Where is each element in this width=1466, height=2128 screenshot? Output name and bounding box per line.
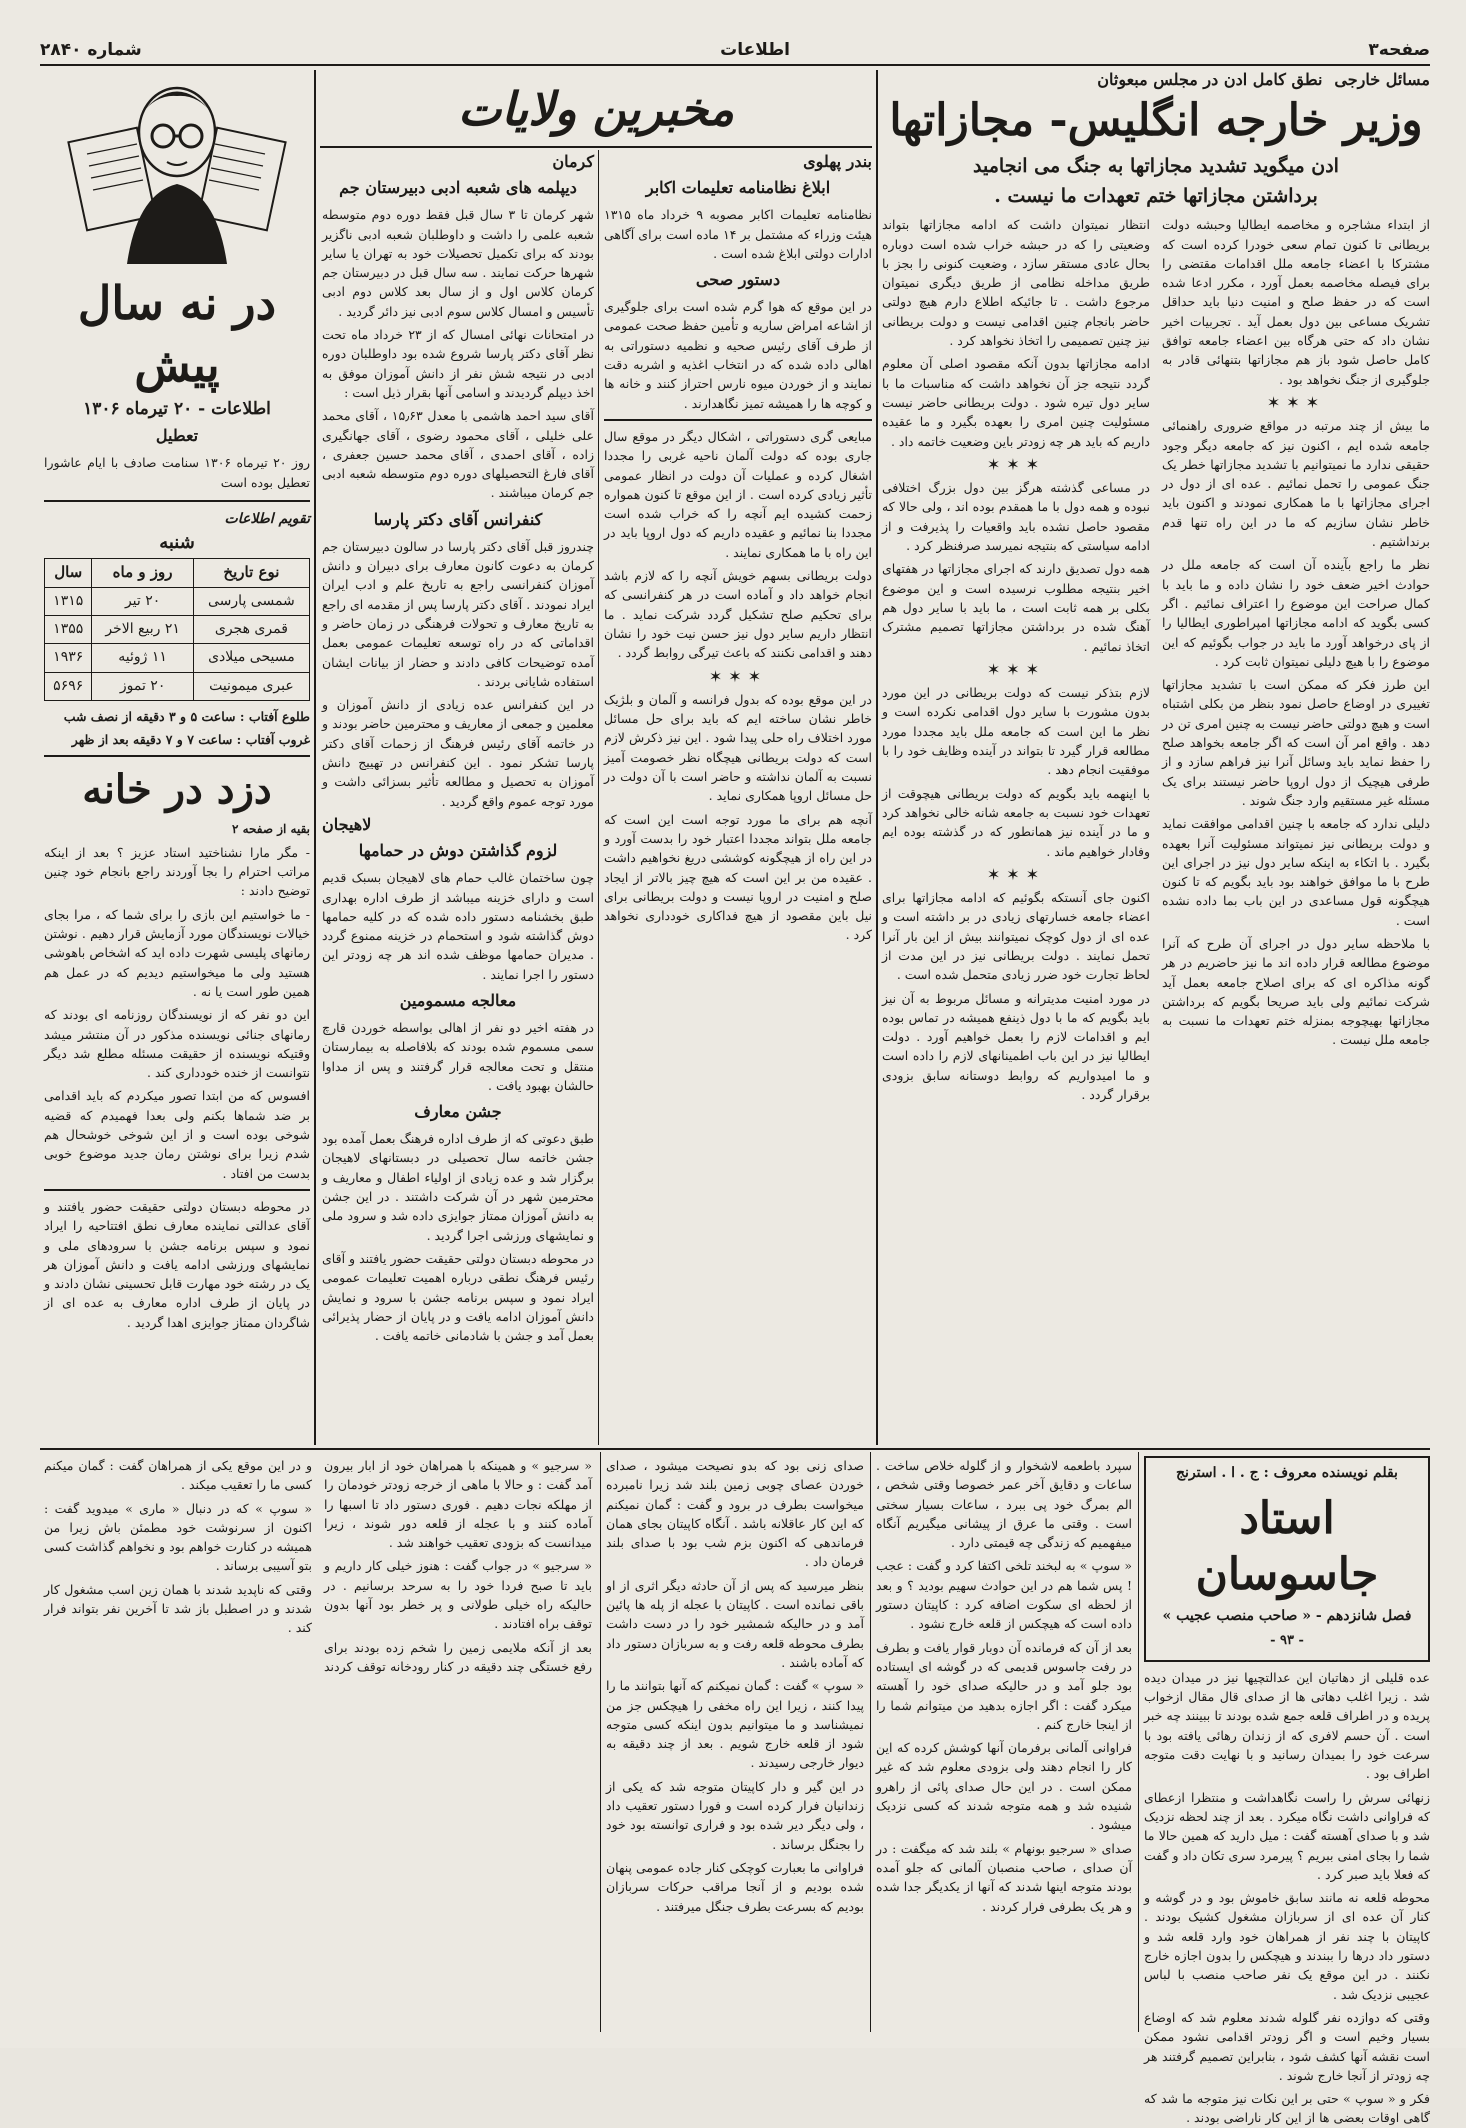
table-cell: ۱۱ ژوئیه: [92, 644, 193, 672]
paragraph: محوطه قلعه نه مانند سابق خاموش بود و در گوشه و کنار آن عده ای از سربازان مشغول کشیک بودند . کاپیتان با چند نفر از همراهان خود وارد قلعه شد و دستور داد درها را ببندند و هیچکس را بدون اجازه خارج نکنند . در این موقع یک نفر صاحب منصب با لباس عجیبی نزدیک شد .: [1144, 1890, 1430, 2002]
news-headline: دیپلمه های شعبه ادبی دبیرستان جم: [339, 178, 577, 198]
column-divider-2: [598, 150, 599, 1445]
calendar-table: [44, 558, 310, 700]
section-kicker: مسائل خارجی: [1334, 70, 1430, 89]
paragraph: شهر کرمان تا ۳ سال قبل فقط دوره دوم متوسطه شعبه علمی را داشت و داوطلبان شعبه ادبی ناگزیر بودند که برای تکمیل تحصیلات خود به تهران یا سایر شهرها حرکت نمایند . سه سال قبل در دبیرستان جم کرمان کلاس اول و از سال بعد کلاس دوم ادبی تأسیس و امسال کلاس سوم ادبی نیز دائر گردید .: [322, 207, 595, 319]
left-column: [44, 70, 310, 1442]
serial-title: استاد جاسوسان: [1195, 1493, 1379, 1601]
holiday-head: تعطیل: [155, 426, 199, 446]
paragraph: با اینهمه باید بگویم که دولت بریطانی هیچوقت از تعهدات خود نسبت به جامعه شانه خالی نخواهد کرد و ما در آینده نیز همانطور که در گذشته بوده ایم وفادار خواهیم ماند .: [882, 785, 1150, 859]
paragraph: نظر ما راجع بآینده آن است که جامعه ملل در حوادث اخیر ضعف خود را نشان داده و ما باید با کمال صراحت این موضوع را اعتراف نمائیم . اگر کسی بگوید که ادامه مجازاتها امپراطوری ایطالیا را از پای درخواهد آورد ما باید در جواب بگوئیم که این موضوع را با هیچ دلیلی نمیتوان ثابت کرد .: [1162, 557, 1430, 669]
top-title: نطق کامل ادن در مجلس مبعوثان: [1097, 70, 1323, 89]
news-headline: جشن معارف: [414, 1102, 502, 1122]
city-name: کرمان: [552, 152, 594, 171]
city-name: بندر پهلوی: [803, 152, 872, 171]
issue-number: شماره ۲۸۴۰: [40, 40, 142, 60]
paragraph: فراوانی آلمانی برفرمان آنها کوشش کرده که این کار را انجام دهند ولی بزودی معلوم شد که غیر ممکن است . در این حال صدای پائی از راهرو شنیده شد و همه متوجه شدند که کسی نزدیک میشود .: [876, 1740, 1132, 1833]
paragraph: همه دول تصدیق دارند که اجرای مجازاتها در هفتهای اخیر بنتیجه مطلوب نرسیده است و این موضوع بکلی بر همه ثابت است ، ما باید با سایر دول هم آهنگ شده در برداشتن مجازاتها تصمیم مشترک اتخاذ نمائیم .: [882, 561, 1150, 654]
day-name: شنبه: [159, 532, 195, 554]
paragraph: زنهائی سرش را راست نگاهداشت و منتظرا ازعطای که فراوانی داشت نگاه میکرد . بعد از چند لحظه نزدیک شد و با صدای آهسته گفت : میل دارید که همین حالا ما شما را بجای امنی ببریم ؟ پیرمرد سری تکان داد و گفت که فعلا باید صبر کرد .: [1144, 1789, 1430, 1882]
paragraph: چندروز قبل آقای دکتر پارسا در سالون دبیرستان جم کرمان به دعوت کانون معارف برای دبیران و دانش آموزان کنفرانسی راجع به تاریخ علم و ادب ایران ایراد نمودند . آقای دکتر پارسا پس از مقدمه ای راجع به تاریخ معارف و تحولات فرهنگی در زمان حاضر و اقداماتی که در راه توسعه تعلیمات عمومی بعمل آمده توضیحات کافی دادند و حضار از بیانات ایشان استفاده شایانی بردند .: [322, 538, 594, 689]
divider: [44, 500, 310, 502]
separator-stars: ✶✶✶: [708, 666, 768, 686]
paragraph: بنظر میرسید که پس از آن حادثه دیگر اثری از او باقی نمانده است . کاپیتان با عجله از پله ها پائین آمد و در حالیکه شمشیر خود را در دست داشت بطرف محوطه قلعه رفت و به سربازان دستور داد که آماده باشند .: [606, 1577, 864, 1670]
paragraph: وقتی که دوازده نفر گلوله شدند معلوم شد که اوضاع بسیار وخیم است و اگر زودتر اقدامی نشود ممکن است نقشه آنها کشف شود ، بنابراین تصمیم گرفتند هر چه زودتر از آنجا خارج شوند .: [1144, 2009, 1430, 2083]
section-rule: [40, 1448, 1430, 1450]
sunrise-time: طلوع آفتاب : ساعت ۵ و ۳ دقیقه از نصف شب: [63, 708, 310, 724]
paragraph: در این موقع بوده که بدول فرانسه و آلمان و بلژیک خاطر نشان ساخته ایم که باید برای حل مسائل مورد اختلاف راه حلی پیدا شود . این نیز ذکرش لازم است که دولت بریطانی هیچگاه نظر خصومت آمیز نسبت به آلمان نداشته و حاضر است با آن دولت در حل مسائل اروپا همکاری نماید .: [604, 691, 872, 804]
paragraph: بعد از آن که فرمانده آن دوبار قوار یافت و بطرف در رفت جاسوس قدیمی که در گوشه ای ایستاده بود جلو آمد و در حالیکه صدای خود را آهسته میکرد گفت : اگر اجازه بدهید من میتوانم شما را از اینجا خارج کنم .: [876, 1639, 1132, 1732]
paragraph: این طرز فکر که ممکن است با تشدید مجازاتها تغییری در اوضاع حاصل نمود بنظر من بکلی اشتباه است و هیچ دولتی حاضر نیست به چنین امری تن در دهد . واقع امر آن است که اگر جامعه بخواهد صلح را حفظ نماید باید وسائل آنرا نیز فراهم سازد و از طرفی هیچیک از دول اروپا حاضر نیستند برای یک مسئله غیر مستقیم وارد جنگ شوند .: [1162, 677, 1430, 808]
paragraph: دلیلی ندارد که جامعه با چنین اقدامی موافقت نماید و دولت بریطانی نیز نمیتواند مسئولیت آنرا بعهده بگیرد . با اتکاء به اینکه سایر دول نیز در اجرای این طرح با ما موافق خواهند بود باید بگویم که تا کنون هیچگونه قول مساعدی در این باب بما داده نشده است .: [1162, 816, 1430, 928]
paragraph: صدای « سرجیو بونهام » بلند شد که میگفت : در آن صدای ، صاحب منصبان آلمانی که جلو آمده بودند متوجه اینها شدند که آنها از یکدیگر جدا شده و هر یک بطرفی فرار کردند .: [876, 1840, 1132, 1914]
divider: [44, 1189, 310, 1191]
paragraph: « سوپ » گفت : گمان نمیکنم که آنها بتوانند ما را پیدا کنند ، زیرا این راه مخفی را هیچکس جز من نمیشناسد و ما میتوانیم بدون اینکه کسی متوجه شود از قلعه خارج شویم . بعد از چند دقیقه به دیوار خارجی رسیدند .: [606, 1678, 864, 1771]
reading-man-illustration: [67, 74, 287, 264]
article-column-left: [882, 215, 1150, 1108]
divider: [604, 419, 872, 421]
paragraph: « سوپ » به لبخند تلخی اکتفا کرد و گفت : عجب ! پس شما هم در این حوادث سهیم بودید ؟ و بعد از لحظه ای سکوت اضافه کرد : کاپیتان دستور داده است که هیچکس از قلعه خارج نشود .: [876, 1558, 1132, 1632]
separator-stars: ✶✶✶: [986, 864, 1046, 884]
table-cell: ۵۶۹۶: [45, 672, 92, 700]
main-headline: وزیر خارجه انگلیس- مجازاتها: [889, 95, 1423, 147]
paragraph: بعد از آنکه ملایمی زمین را شخم زده بودند برای رفع خستگی چند دقیقه در کنار رودخانه توقف کردند و در این موقع یکی از همراهان گفت : گمان میکنم کسی ما را تعقیب میکند .: [44, 1458, 592, 1674]
table-cell: عبری میمونیت: [193, 672, 309, 700]
article-columns: [882, 215, 1430, 1108]
paragraph: طبق دعوتی که از طرف اداره فرهنگ بعمل آمده بود جشن خاتمه سال تحصیلی در دبستانهای لاهیجان برگزار شد و عده زیادی از اولیاء اطفال و معاریف و محترمین شهر در آن شرکت داشتند . در این جشن به دانش آموزان ممتاز جوایزی داده شد و سرود ملی و نمایشهای ورزشی اجرا گردید .: [322, 1131, 594, 1243]
table-cell: قمری هجری: [193, 616, 309, 644]
paragraph: آقای سید احمد هاشمی با معدل ۱۵٫۶۳ ، آقای محمد علی خلیلی ، آقای محمود رضوی ، آقای جهانگیری زاده ، آقای احمدی ، آقای محمد حسین جعفری ، آقای فارغ التحصیلهای دوره دوم متوسطه شعبه ادبی جم کرمان میباشند .: [322, 408, 594, 501]
table-header: نوع تاریخ: [193, 559, 309, 587]
paragraph: انتظار نمیتوان داشت که ادامه مجازاتها بتواند وضعیتی را که در حبشه خراب شده است دوباره بحال عادی مستقر سازد ، وضعیت کنونی را بجز با طریق مداخله نظامی از طریق دیگری نمیتوان مرجوع داشت . تا جائیکه اطلاع دارم هیچ دولتی حاضر بانجام چنین اقدامی نیست و دولت بریطانی نیز چنین تصمیمی را اتخاذ نخواهد کرد .: [882, 217, 1150, 349]
serial-number: - ۹۳ -: [1270, 1632, 1304, 1648]
paper-name: اطلاعات: [720, 40, 790, 60]
sunset-time: غروب آفتاب : ساعت ۷ و ۷ دقیقه بعد از ظهر: [71, 732, 310, 748]
provinces-title-rule: [320, 146, 872, 148]
article-column-right: [1162, 215, 1430, 1108]
paragraph: « سرجیو » و همینکه با همراهان خود از ابار بیرون آمد گفت : و حالا با ماهی از خرجه زودتر خودمان را از مهلکه نجات دهیم . فوری دستور داد تا اسبها را آماده کنند و با عجله از قلعه دور شوند ، زیرا میدانست که بزودی تعقیب خواهند شد .: [324, 1458, 592, 1551]
table-cell: ۱۳۵۵: [45, 616, 92, 644]
paragraph: در این کنفرانس عده زیادی از دانش آموزان و معلمین و جمعی از معاریف و محترمین حاضر بودند و در خاتمه آقای رئیس فرهنگ از زحمات آقای دکتر پارسا تشکر نمود . این کنفرانس در تهییج دانش آموزان به تحصیل و مطالعه تأثیر بسزائی داشت و مورد توجه عموم واقع گردید .: [322, 697, 594, 809]
news-headline: کنفرانس آقای دکتر پارسا: [373, 509, 543, 529]
serial-divider-1: [1138, 1452, 1139, 2032]
paragraph: در این گیر و دار کاپیتان متوجه شد که یکی از زندانیان فرار کرده است و فورا دستور تعقیب داد ، ولی دیگر دیر شده بود و فراری توانسته بود خود را بجنگل برساند .: [606, 1778, 864, 1852]
kerman-lahijan-column: [322, 152, 594, 1442]
paragraph: ادامه مجازاتها بدون آنکه مقصود اصلی آن معلوم گردد نتیجه جز آن نخواهد داشت که مناسبات ما با سایر دول تیره شود . دولت بریطانی حاضر نیست مسئولیت چنین امری را بعهده بگیرد و ما عقیده داریم که باید هر چه زودتر باین وضعیت خاتمه داد .: [882, 356, 1150, 449]
subheadline-2: برداشتن مجازاتها ختم تعهدات ما نیست .: [994, 185, 1318, 208]
column-divider-1: [876, 70, 878, 1445]
paragraph: صدای زنی بود که بدو نصیحت میشود ، صدای خوردن عصای چوبی زمین بلند شد زیرا نامبرده میخواست بطرف در برود و گفت : گمان نمیکنم که این کار عاقلانه باشد . آنگاه کاپیتان بجای همان فرماندهی که اکنون بزم شب بود با صدای بلند فرمان داد .: [606, 1458, 864, 1570]
paragraph: آنچه هم برای ما مورد توجه است این است که جامعه ملل بتواند مجددا اعتبار خود را بدست آورد و در این راه از هیچگونه کوششی دریغ نخواهیم داشت . عقیده من بر این است که هیچ چیز بالاتر از ایجاد صلح و امنیت در اروپا نیست و دولت بریطانی برای نیل باین مقصود از هیچ فداکاری خودداری نخواهد کرد .: [604, 811, 872, 943]
nine-years-ago-title: در نه سال پیش: [77, 276, 277, 392]
foreign-affairs-section: [882, 70, 1430, 1442]
serial-header-box: [1144, 1456, 1430, 1662]
paragraph: « سوپ » که در دنبال « ماری » میدوید گفت : اکنون از سرنوشت خود مطمئن باش زیرا من همیشه در کنارت خواهم بود و نخواهم گذاشت کسی بتو آسیبی برساند .: [44, 1500, 312, 1574]
paragraph: سپرد باطعمه لاشخوار و از گلوله خلاص ساخت . ساعات و دقایق آخر عمر خصوصا وقتی شخص ، الم بمرگ خود پی ببرد ، ساعات بسیار سختی است . وقتی ما عرق از پیشانی میگیریم آنگاه میفهمیم که زندگی چه قیمتی دارد .: [876, 1458, 1132, 1551]
table-row: [45, 616, 310, 644]
paragraph: در مساعی گذشته هرگز بین دول بزرگ اختلافی نبوده و همه دول با ما همقدم بوده اند ، ولی حالا که مقصود حاصل نشده باید واقعیات را پذیرفت و از ادامه سیاستی که بنتیجه نمیرسد صرفنظر کرد .: [882, 480, 1150, 554]
dateline: اطلاعات - ۲۰ تیرماه ۱۳۰۶: [83, 399, 271, 419]
paragraph: نظامنامه تعلیمات اکابر مصوبه ۹ خرداد ماه ۱۳۱۵ هیئت وزراء که مشتمل بر ۱۴ ماده است برای آگاهی ادارات دولتی ابلاغ شده است .: [604, 207, 872, 261]
news-headline: معالجه مسمومین: [399, 990, 517, 1010]
subheadline-1: ادن میگوید تشدید مجازاتها به جنگ می انجامید: [973, 155, 1339, 178]
story-title: دزد در خانه: [82, 765, 272, 813]
news-headline: دستور صحی: [695, 270, 781, 290]
page-header: [40, 38, 1430, 62]
table-header-row: [45, 559, 310, 587]
paragraph: چون ساختمان غالب حمام های لاهیجان بسبک قدیم است و دارای خزینه میباشد از طرف اداره بهداری طبق بخشنامه دستور داده شده که در کلیه حمامها دوش گذاشته شود و استحمام در خزینه ممنوع گردد . مدیران حمامها موظف شده اند هر چه زودتر این دستور را اجرا نمایند .: [322, 870, 594, 982]
page-label: صفحه۳: [1368, 40, 1430, 60]
news-headline: ابلاغ نظامنامه تعلیمات اکابر: [645, 178, 831, 198]
column-divider-3: [314, 70, 316, 1445]
paragraph: افسوس که من ابتدا تصور میکردم که باید اقدامی بر ضد شماها بکنم ولی بعدا فهمیدم که قضیه شوخی بوده است و از این شوخی خوشحال هم شدم زیرا برای نوشتن رمان جدید موضوع خوبی بدست من افتاد .: [44, 1088, 310, 1181]
serial-title-block: [1144, 1456, 1430, 2126]
paragraph: در امتحانات نهائی امسال که از ۲۳ خرداد ماه تحت نظر آقای دکتر پارسا شروع شده بود داوطلبان دوره ادبی در نتیجه شش نفر از دانش آموزان موفق به اخذ دیپلم گردیدند و اسامی آنها بقرار ذیل است :: [322, 327, 594, 400]
paragraph: فکر و « سوپ » حتی بر این نکات نیز متوجه ما شد که گاهی اوقات بعضی ها از این کار ناراضی بودند .: [1144, 2091, 1430, 2126]
paragraph: - ما خواستیم این بازی را برای شما که ، مرا بجای خیالات نویسندگان مورد آزمایش قرار دهیم . نوشتن رمانهای پلیسی شهرت داده اید که اشخاص باهوشی هستید ولی ما میخواستیم دیدیم که در عمل هم همین طور است یا نه .: [44, 906, 310, 999]
paragraph: عده قلیلی از دهاتیان این عدالتچیها نیز در میدان دیده شد . زیرا اغلب دهاتی ها از صدای قال مقال ازخواب پریده و در اطراف قلعه جمع شده بودند تا ببینند چه خبر است . آن حسم لافری که از زندان رهائی یافته بود با سرعت خود را بمیدان رسانید و با نهایت دقت متوجه اطراف بود .: [1144, 1669, 1430, 1782]
header-rule: [40, 64, 1430, 66]
paragraph: ما بیش از چند مرتبه در مواقع ضروری راهنمائی جامعه شده ایم ، اکنون نیز که جامعه دیگر وجود حقیقی ندارد ما نمیتوانیم با تشدید مجازاتها خطر یک جنگ عمومی را تحمل نمائیم . عده ای از دول در اجرای مجازاتها با ما همکاری نمودند و اکنون باید خاطر نشان سازیم که ما در این راه تنها قدم برنداشتیم .: [1162, 418, 1430, 550]
paragraph: لازم بتذکر نیست که دولت بریطانی در این مورد بدون مشورت با سایر دول اقدامی نکرده است و نظر ما این است که جامعه ملل باید مجددا مورد مطالعه قرار گیرد تا بتواند در آینده وظایف خود را با موفقیت انجام دهد .: [882, 685, 1150, 778]
separator-stars: ✶✶✶: [986, 454, 1046, 474]
serial-byline: بقلم نویسنده معروف : ج . ا . استرنج: [1176, 1465, 1398, 1481]
separator-stars: ✶✶✶: [1266, 392, 1326, 412]
table-header: سال: [45, 559, 92, 587]
serial-column-2: [876, 1456, 1132, 2016]
table-cell: ۲۱ ربیع الاخر: [92, 616, 193, 644]
provinces-title: مخبرین ولایات: [458, 82, 734, 136]
paragraph: با ملاحظه سایر دول در اجرای آن طرح که آنرا موضوع مطالعه قرار داده اند ما نیز حاضریم در هر گونه مذاکره ای که برای اصلاح جامعه بعمل آید شرکت نمائیم ولی باید صریحا بگویم که برداشتن مجازاتها بهیچوجه بمنزله ختم تعهدات ما نسبت به جامعه ملل نیست .: [1162, 935, 1430, 1048]
paragraph: از ابتداء مشاجره و مخاصمه ایطالیا وحبشه دولت بریطانی تا کنون تمام سعی خودرا کرده است که مشترکا با اعضاء جامعه ملل اقدامات مقتضی را برای فیصله مخاصمه بعمل آورد ، مکرر ادعا شده است که در حفظ صلح و امنیت دنیا باید حداقل تشریک مساعی بین دول بعمل آید . تجربیات اخیر نشان داد که حتی هرگاه بین اعضاء جامعه توافق کامل حاصل شود باز هم مجازاتها بتنهائی قادر به جلوگیری از جنگ نخواهد بود .: [1162, 217, 1430, 387]
paragraph: در محوطه دبستان دولتی حقیقت حضور یافتند و آقای عدالتی نماینده معارف نطق افتتاحیه را ایراد نمود و سپس برنامه جشن با سرودهای ملی و نمایشهای ورزشی ادامه یافت و دانش آموزان هر یک در رشته خود مهارت قابل تحسینی نشان دادند و در پایان از طرف اداره معارف به عده ای از شاگردان ممتاز جوایزی اهدا گردید .: [44, 1198, 310, 1330]
paragraph: - مگر مارا نشناختید استاد عزیز ؟ بعد از اینکه مراتب احترام را بجا آوردند راجع بانجام خود چنین توضیح دادند :: [44, 844, 310, 899]
serial-column-3: [606, 1456, 864, 2016]
story-continued: بقیه از صفحه ۲: [231, 821, 310, 836]
serial-chapter: فصل شانزدهم - « صاحب منصب عجیب »: [1162, 1608, 1412, 1625]
paragraph: مبایعی گری دستوراتی ، اشکال دیگر در موقع سال جاری بوده که دولت آلمان ناحیه غربی را مجددا اشغال کرده و عملیات آن دولت در انظار عمومی تأثیر زیادی کرده است . از این موقع تا کنون همواره زحمت کشیده ایم آنچه را که خراب شده است مجددا بنا نمائیم و عقیده داریم که دول اروپا باید در این راه با ما همکاری نمایند .: [604, 428, 872, 560]
city-name: لاهیجان: [322, 814, 372, 834]
table-row: [45, 587, 310, 615]
table-row: [45, 672, 310, 700]
table-header: روز و ماه: [92, 559, 193, 587]
paragraph: فراوانی ما بعبارت کوچکی کنار جاده عمومی پنهان شده بودیم و از آنجا مراقب حرکات سربازان بودیم که بسرعت بطرف جنگل میرفتند .: [606, 1859, 864, 1914]
table-cell: ۲۰ تموز: [92, 672, 193, 700]
serial-column-4: [44, 1456, 592, 2016]
table-cell: ۱۳۱۵: [45, 587, 92, 615]
table-cell: ۲۰ تیر: [92, 587, 193, 615]
table-row: [45, 644, 310, 672]
provinces-title-area: [320, 70, 872, 144]
paragraph: اکنون جای آنستکه بگوئیم که ادامه مجازاتها برای اعضاء جامعه خسارتهای زیادی در بر داشته است و عده ای از دول کوچک نمیتوانند بیش از این بار آنرا تحمل نمایند . دولت بریطانی نیز در این مدت از لحاظ تجارت خود ضرر زیادی متحمل شده است .: [882, 890, 1150, 983]
separator-stars: ✶✶✶: [986, 659, 1046, 679]
news-headline: لزوم گذاشتن دوش در حمامها: [358, 841, 558, 861]
paragraph: در هفته اخیر دو نفر از اهالی بواسطه خوردن قارچ سمی مسموم شده بودند که بلافاصله به بیمارستان منتقل و تحت معالجه قرار گرفتند و پس از مداوا حالشان بهبود یافت .: [322, 1019, 594, 1093]
table-cell: مسیحی میلادی: [193, 644, 309, 672]
serial-divider-3: [600, 1452, 601, 2032]
serial-divider-2: [870, 1452, 871, 2032]
paragraph: در این موقع که هوا گرم شده است برای جلوگیری از اشاعه امراض ساریه و تأمین حفظ صحت عمومی از طرف آقای رئیس صحیه و نظمیه دستوراتی به اهالی داده شده که در انتخاب اغذیه و اشربه دقت نمایند و از خوردن میوه نارس احتراز کنند و خانه ها و کوچه ها را همیشه تمیز نگاهدارند .: [604, 299, 872, 411]
paragraph: دولت بریطانی بسهم خویش آنچه را که لازم باشد انجام خواهد داد و آماده است در هر کنفرانسی که برای تحکیم صلح تشکیل گردد شرکت نماید . ما انتظار داریم سایر دول نیز حسن نیت خود را نشان دهند و اقدامی نکنند که باعث تیرگی روابط گردد .: [604, 568, 872, 661]
paragraph: این دو نفر که از نویسندگان روزنامه ای بودند که رمانهای جنائی نویسنده مذکور در آن منتشر میشد وقتیکه نویسنده از حقیقت مسئله مطلع شد دیگر نتوانست از خنده خودداری کند .: [44, 1007, 310, 1081]
table-cell: ۱۹۳۶: [45, 644, 92, 672]
paragraph: در محوطه دبستان دولتی حقیقت حضور یافتند و آقای رئیس فرهنگ نطقی درباره اهمیت تعلیمات عمومی ایراد نمود و سپس برنامه جشن با سرود و نمایش دانش آموزان ادامه یافت و در پایان از حضار پذیرائی بعمل آمد و جشن با شادمانی خاتمه یافت .: [322, 1250, 594, 1344]
calendar-head: تقویم اطلاعات: [224, 510, 310, 527]
bandar-pahlavi-column: [604, 152, 872, 1442]
paragraph: « سرجیو » در جواب گفت : هنوز خیلی کار داریم و باید تا صبح فردا خود را به سرحد برسانیم . در حالیکه راه خیلی طولانی و پر خطر بود آنها بدون توقف براه افتادند .: [324, 1558, 592, 1632]
holiday-text: روز ۲۰ تیرماه ۱۳۰۶ سنامت صادف با ایام عاشورا تعطیل بوده است: [44, 455, 310, 490]
paragraph: در مورد امنیت مدیترانه و مسائل مربوط به آن نیز باید بگویم که ما با دول ذینفع همیشه در تماس بوده ایم و اقدامات لازم را بعمل خواهیم آورد . دولت ایطالیا نیز در این باب اطمینانهای لازم را داده است و ما امیدواریم که روابط دوستانه سابق بزودی برقرار گردد .: [882, 990, 1150, 1103]
table-cell: شمسی پارسی: [193, 587, 309, 615]
paragraph: وقتی که ناپدید شدند با همان زین اسب مشغول کار شدند و در اصطبل باز شد تا آخرین نفر بتواند فرار کند .: [44, 1581, 312, 1636]
